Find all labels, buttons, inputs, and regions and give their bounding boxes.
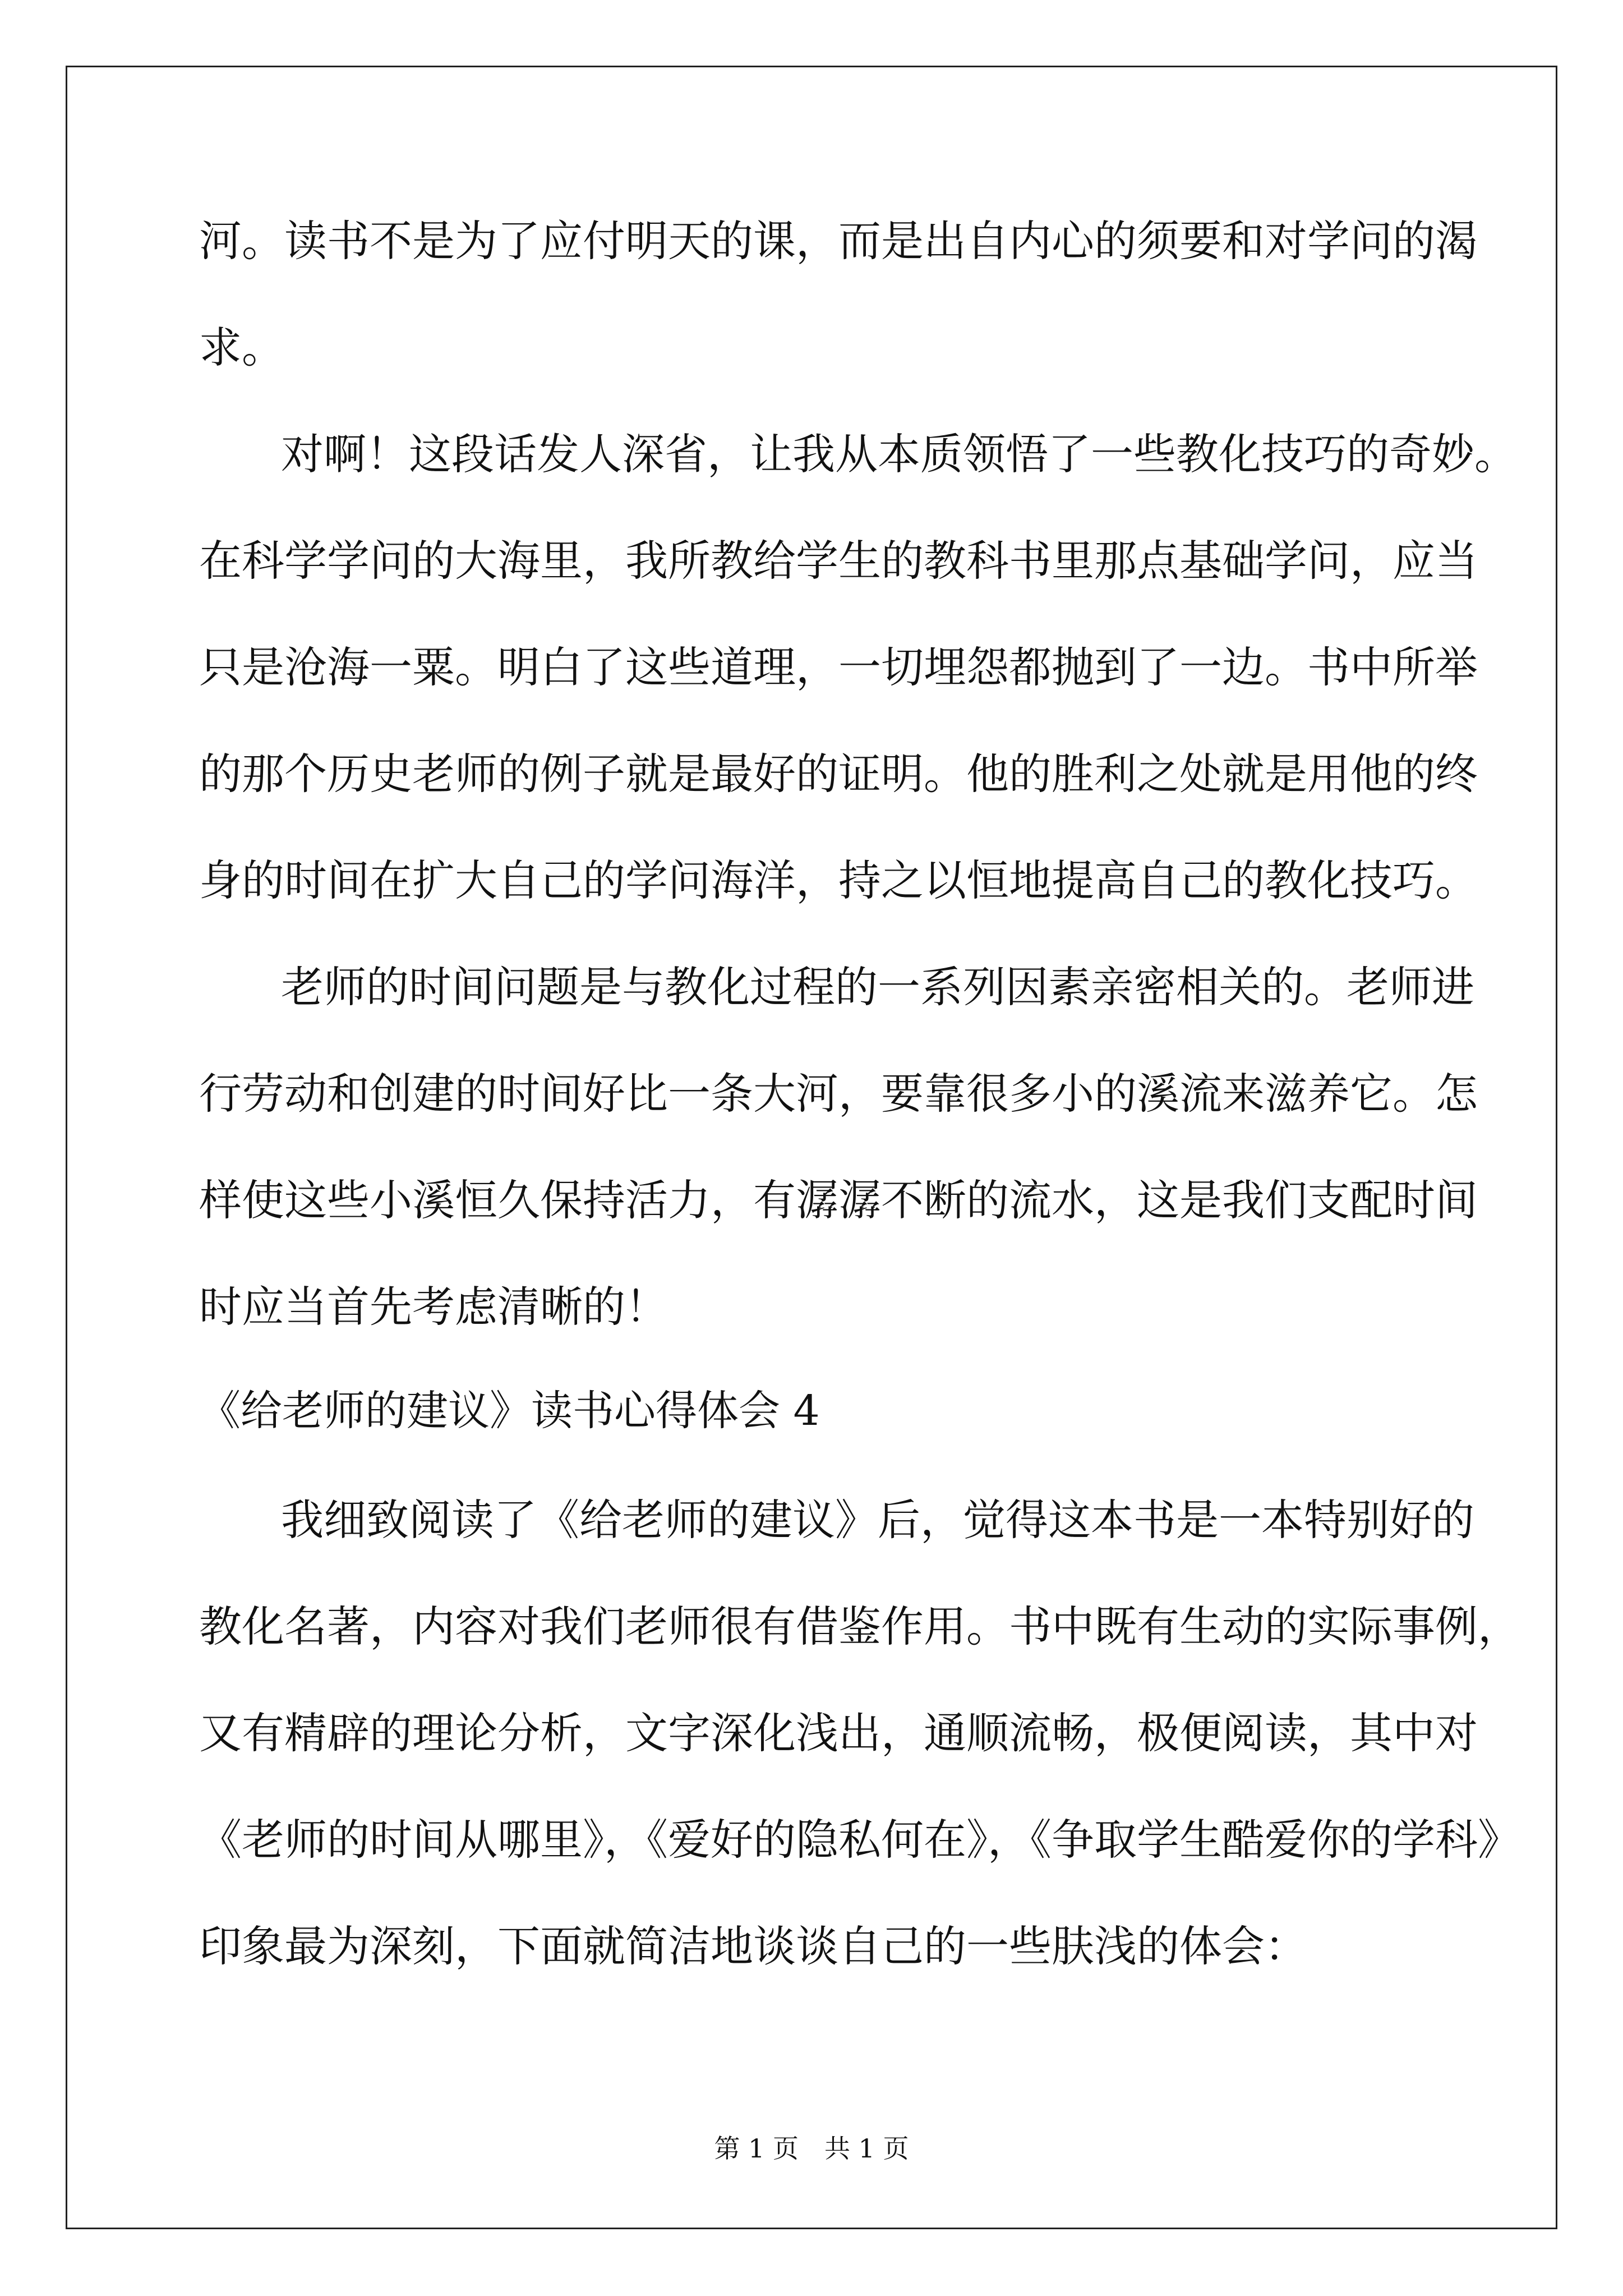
page-border xyxy=(66,66,1557,2229)
text-line: 行劳动和创建的时间好比一条大河，要靠很多小的溪流来滋养它。怎 xyxy=(199,1069,1478,1119)
paragraph-start: 对啊！这段话发人深省，让我从本质领悟了一些教化技巧的奇妙。 xyxy=(281,429,1517,479)
text-line: 又有精辟的理论分析，文字深化浅出，通顺流畅，极便阅读，其中对 xyxy=(199,1708,1478,1758)
text-line: 河。读书不是为了应付明天的课，而是出自内心的须要和对学问的渴 xyxy=(199,216,1478,266)
text-line: 求。 xyxy=(199,323,284,372)
text-line: 《老师的时间从哪里》，《爱好的隐私何在》，《争取学生酷爱你的学科》 xyxy=(199,1815,1520,1865)
page-number-footer: 第 1 页 共 1 页 xyxy=(714,2133,909,2164)
text-line: 样使这些小溪恒久保持活力，有潺潺不断的流水，这是我们支配时间 xyxy=(199,1175,1478,1225)
text-line: 时应当首先考虑清晰的！ xyxy=(199,1282,668,1332)
text-line: 只是沧海一粟。明白了这些道理，一切埋怨都抛到了一边。书中所举 xyxy=(199,642,1478,692)
text-line: 在科学学问的大海里，我所教给学生的教科书里那点基础学问，应当 xyxy=(199,536,1478,586)
section-heading: 《给老师的建议》读书心得体会 4 xyxy=(199,1387,820,1435)
paragraph-start: 我细致阅读了《给老师的建议》后，觉得这本书是一本特别好的 xyxy=(281,1495,1474,1545)
text-line: 的那个历史老师的例子就是最好的证明。他的胜利之处就是用他的终 xyxy=(199,749,1478,799)
text-line: 身的时间在扩大自己的学问海洋，持之以恒地提高自己的教化技巧。 xyxy=(199,855,1478,905)
paragraph-start: 老师的时间问题是与教化过程的一系列因素亲密相关的。老师进 xyxy=(281,962,1474,1012)
text-line: 教化名著，内容对我们老师很有借鉴作用。书中既有生动的实际事例， xyxy=(199,1602,1520,1651)
text-line: 印象最为深刻，下面就简洁地谈谈自己的一些肤浅的体会： xyxy=(199,1921,1307,1971)
